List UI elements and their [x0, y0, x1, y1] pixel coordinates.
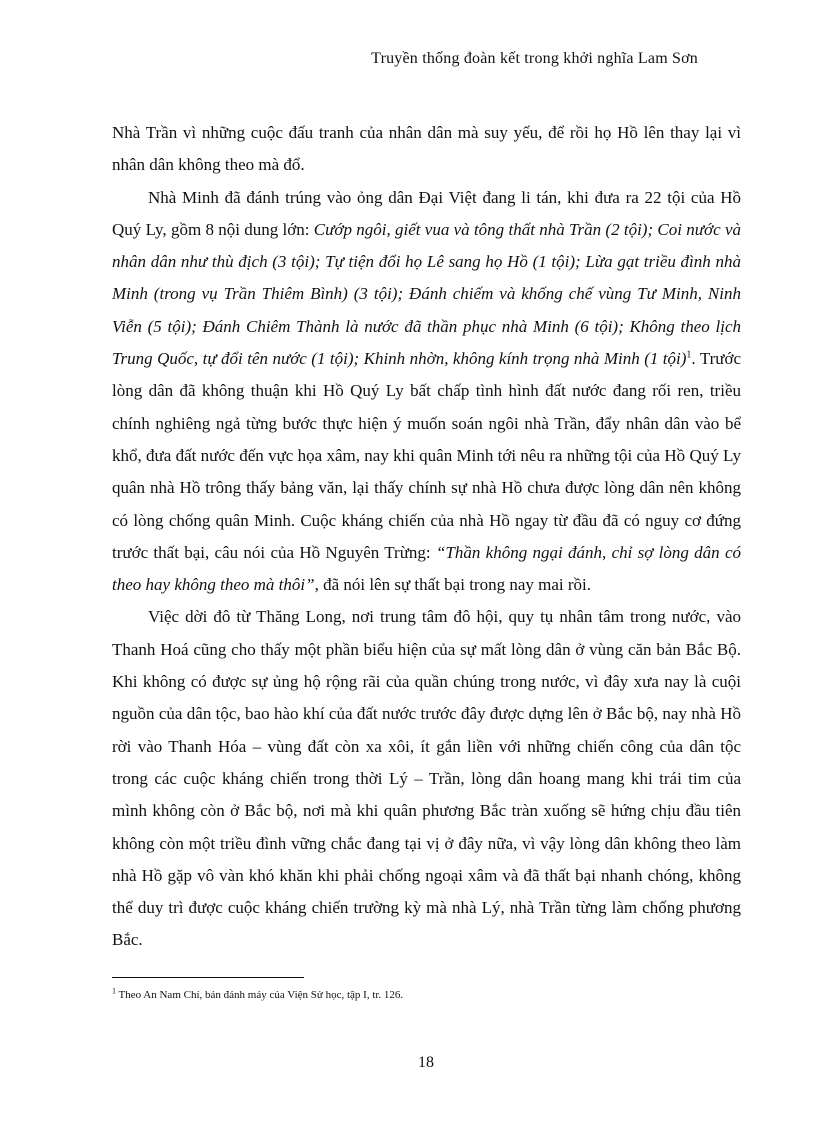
- footnote-divider: [112, 977, 304, 978]
- paragraph-2-end: , đã nói lên sự thất bại trong nay mai rồi.: [314, 575, 591, 595]
- footnote-text: Theo An Nam Chí, bản đánh máy của Viện Sử học, tập I, tr. 126.: [116, 989, 404, 1001]
- paragraph-1: Nhà Trần vì những cuộc đấu tranh của nhân dân mà suy yếu, để rồi họ Hồ lên thay lại vì nhân dân không theo mà đổ.: [112, 123, 741, 175]
- quotation: “Thần không ngại đánh, chỉ sợ lòng dân có theo hay không theo mà thôi”: [112, 542, 741, 595]
- paragraph-2-start: Nhà Minh đã đánh trúng vào ỏng dân Đại Việt đang li tán, khi đưa ra 22 tội của Hồ Quý Ly, gồm 8 nội dung lớn:: [112, 187, 741, 239]
- footnote: [112, 986, 404, 1001]
- footnote-marker: 1: [112, 986, 116, 996]
- paragraph-3: Việc dời đô từ Thăng Long, nơi trung tâm đô hội, quy tụ nhân tâm trong nước, vào Thanh Hoá cũng cho thấy một phần biểu hiện của sự mất lòng dân ở vùng căn bản Bắc Bộ. Khi không có được sự ủng hộ rộng rãi của quần chúng trong nước, vì đây xưa nay là cuội nguồn của dân tộc, bao hào khí của đất nước trước đây được dựng lên ở Bắc bộ, nay nhà Hồ rời vào Thanh Hóa – vùng đất còn xa xôi, ít gắn liền với những chiến công của dân tộc trong các cuộc kháng chiến trong thời Lý – Trần, lòng dân hoang mang khi trái tim của mình không còn ở Bắc bộ, nơi mà khi quân phương Bắc tràn xuống sẽ hứng chịu đầu tiên không còn một triều đình vững chắc đang tại vị ở đây nữa, vì vậy lòng dân không theo làm nhà Hồ gặp vô vàn khó khăn khi phải chống ngoại xâm và đã thất bại nhanh chóng, không thể duy trì được cuộc kháng chiến trường kỳ mà nhà Lý, nhà Trần từng làm chống phương Bắc.: [112, 607, 741, 950]
- body-text: [112, 117, 741, 957]
- running-header: Truyền thống đoàn kết trong khởi nghĩa Lam Sơn: [371, 50, 698, 67]
- footnote-reference[interactable]: 1: [686, 349, 692, 361]
- page-number: 18: [418, 1054, 434, 1071]
- list-of-crimes: Cướp ngôi, giết vua và tông thất nhà Trần (2 tội); Coi nước và nhân dân như thù địch (3 tội); Tự tiện đổi họ Lê sang họ Hồ (1 tội); Lừa gạt triều đình nhà Minh (trong vụ Trần Thiêm Bình) (3 tội); Đánh chiếm và khống chế vùng Tư Minh, Ninh Viễn (5 tội); Đánh Chiêm Thành là nước đã thần phục nhà Minh (6 tội); Không theo lịch Trung Quốc, tự đổi tên nước (1 tội); Khinh nhờn, không kính trọng nhà Minh (1 tội): [112, 219, 741, 369]
- paragraph-2: [112, 182, 741, 602]
- paragraph-2-middle: . Trước lòng dân đã không thuận khi Hồ Quý Ly bất chấp tình hình đất nước đang rối ren, triều chính nghiêng ngả từng bước thực hiện ý muốn soán ngôi nhà Trần, đẩy nhân dân vào bể khổ, đưa đất nước đến vực họa xâm, nay khi quân Minh tới nêu ra những tội của Hồ Quý Ly quân nhà Hồ trông thấy bảng văn, lại thấy chính sự nhà Hồ chưa được lòng dân nên không có lòng chống quân Minh. Cuộc kháng chiến của nhà Hồ ngay từ đầu đã có nguy cơ đứng trước thất bại, câu nói của Hồ Nguyên Trừng:: [112, 349, 742, 562]
